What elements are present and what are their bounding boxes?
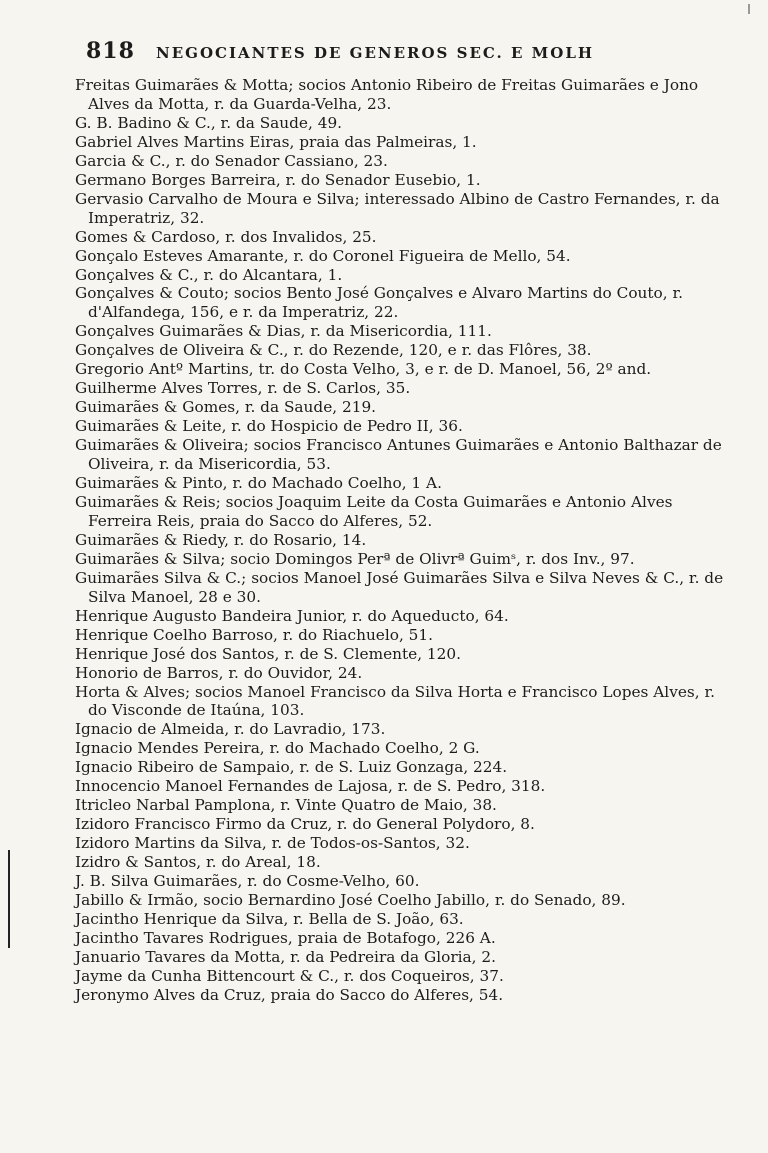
entry-list — [75, 76, 735, 1005]
list-item: Henrique Augusto Bandeira Junior, r. do Aqueducto, 64. — [75, 606, 509, 625]
list-item: G. B. Badino & C., r. da Saude, 49. — [75, 113, 343, 132]
list-item: Henrique Coelho Barroso, r. do Riachuelo, 51. — [75, 625, 433, 644]
list-item: Jabillo & Irmão, socio Bernardino José Coelho Jabillo, r. do Senado, 89. — [75, 890, 626, 909]
list-item: Izidro & Santos, r. do Areal, 18. — [75, 853, 321, 872]
running-title: NEGOCIANTES DE GENEROS SEC. E MOLH — [156, 44, 595, 62]
list-item: Freitas Guimarães & Motta; socios Antonio Ribeiro de Freitas Guimarães e Jono Alves da Motta, r. da Guarda-Velha, 23. — [75, 76, 699, 113]
list-item: Gervasio Carvalho de Moura e Silva; interessado Albino de Castro Fernandes, r. da Imperatriz, 32. — [75, 189, 720, 227]
list-item: Innocencio Manoel Fernandes de Lajosa, r. de S. Pedro, 318. — [75, 777, 546, 796]
page-number: 818 — [86, 38, 135, 64]
list-item: Honorio de Barros, r. do Ouvidor, 24. — [75, 663, 363, 682]
list-item: Gonçalves Guimarães & Dias, r. da Misericordia, 111. — [75, 322, 492, 341]
list-item: Germano Borges Barreira, r. do Senador Eusebio, 1. — [75, 170, 481, 189]
list-item: Guimarães & Oliveira; socios Francisco Antunes Guimarães e Antonio Balthazar de Oliveira, r. da Misericordia, 53. — [75, 436, 722, 474]
list-item: Jeronymo Alves da Cruz, praia do Sacco do Alferes, 54. — [75, 985, 504, 1004]
list-item: Gonçalo Esteves Amarante, r. do Coronel Figueira de Mello, 54. — [75, 246, 571, 265]
list-item: Ignacio Ribeiro de Sampaio, r. de S. Luiz Gonzaga, 224. — [75, 758, 508, 777]
list-item: Ignacio Mendes Pereira, r. do Machado Coelho, 2 G. — [75, 739, 480, 758]
list-item: Guimarães & Leite, r. do Hospicio de Pedro II, 36. — [75, 417, 463, 436]
list-item: Ignacio de Almeida, r. do Lavradio, 173. — [75, 720, 386, 739]
list-item: Itricleo Narbal Pamplona, r. Vinte Quatro de Maio, 38. — [75, 796, 497, 815]
list-item: Januario Tavares da Motta, r. da Pedreira da Gloria, 2. — [75, 947, 496, 966]
list-item: Garcia & C., r. do Senador Cassiano, 23. — [75, 151, 388, 170]
list-item: Guimarães & Riedy, r. do Rosario, 14. — [75, 530, 367, 549]
list-item: Guimarães & Silva; socio Domingos Perª de Olivrª Guimˢ, r. dos Inv., 97. — [75, 549, 635, 568]
list-item: Gregorio Antº Martins, tr. do Costa Velho, 3, e r. de D. Manoel, 56, 2º and. — [75, 360, 652, 379]
list-item: Izidoro Martins da Silva, r. de Todos-os-Santos, 32. — [75, 834, 470, 853]
scan-speck — [748, 4, 750, 14]
list-item: Gabriel Alves Martins Eiras, praia das Palmeiras, 1. — [75, 132, 477, 151]
list-item: Gonçalves de Oliveira & C., r. do Rezende, 120, e r. das Flôres, 38. — [75, 341, 592, 360]
list-item: Jacintho Tavares Rodrigues, praia de Botafogo, 226 A. — [75, 928, 496, 947]
list-item: Guimarães & Pinto, r. do Machado Coelho, 1 A. — [75, 474, 442, 493]
list-item: Guimarães Silva & C.; socios Manoel José Guimarães Silva e Silva Neves & C., r. de Silva Manoel, 28 e 30. — [75, 568, 724, 606]
list-item: Gonçalves & Couto; socios Bento José Gonçalves e Alvaro Martins do Couto, r. d'Alfandega, 156, e r. da Imperatriz, 22. — [75, 284, 683, 322]
list-item: Jayme da Cunha Bittencourt & C., r. dos Coqueiros, 37. — [75, 966, 504, 985]
list-item: Gonçalves & C., r. do Alcantara, 1. — [75, 265, 343, 284]
list-item: Guimarães & Reis; socios Joaquim Leite da Costa Guimarães e Antonio Alves Ferreira Reis, praia do Sacco do Alferes, 52. — [75, 492, 673, 530]
list-item: Jacintho Henrique da Silva, r. Bella de S. João, 63. — [75, 909, 464, 928]
page-header — [86, 38, 726, 68]
list-item: Izidoro Francisco Firmo da Cruz, r. do General Polydoro, 8. — [75, 815, 535, 834]
list-item: J. B. Silva Guimarães, r. do Cosme-Velho, 60. — [75, 872, 420, 891]
list-item: Horta & Alves; socios Manoel Francisco da Silva Horta e Francisco Lopes Alves, r. do Visconde de Itaúna, 103. — [75, 682, 715, 720]
margin-rule — [8, 850, 10, 948]
list-item: Guilherme Alves Torres, r. de S. Carlos, 35. — [75, 379, 411, 398]
list-item: Gomes & Cardoso, r. dos Invalidos, 25. — [75, 227, 377, 246]
list-item: Guimarães & Gomes, r. da Saude, 219. — [75, 398, 377, 417]
list-item: Henrique José dos Santos, r. de S. Clemente, 120. — [75, 644, 461, 663]
